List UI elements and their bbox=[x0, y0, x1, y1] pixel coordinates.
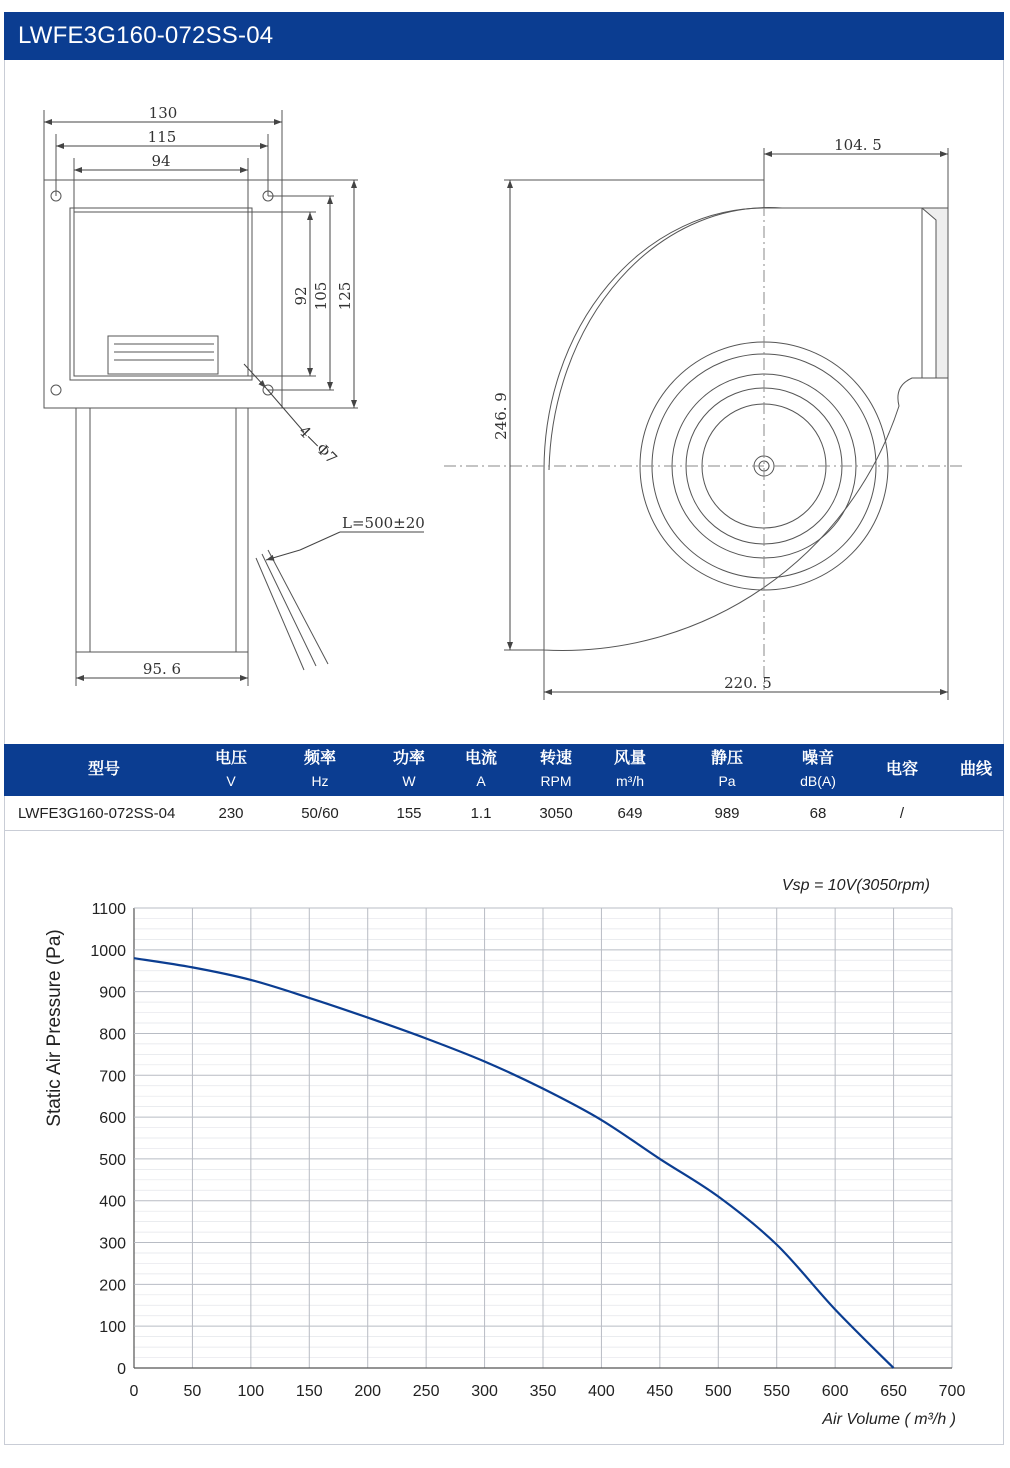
x-tick-label: 350 bbox=[529, 1383, 557, 1400]
cell-power: 155 bbox=[382, 796, 436, 831]
x-tick-label: 700 bbox=[938, 1383, 966, 1400]
spec-table bbox=[4, 744, 1004, 831]
x-tick-label: 100 bbox=[237, 1383, 265, 1400]
product-model-title: LWFE3G160-072SS-04 bbox=[18, 22, 274, 49]
divider bbox=[4, 830, 1004, 831]
dimension-drawing bbox=[4, 60, 1004, 744]
cell-speed: 3050 bbox=[526, 796, 586, 831]
col-header: 转速 RPM bbox=[526, 744, 586, 796]
y-tick-label: 900 bbox=[99, 984, 126, 1002]
dim-92: 92 bbox=[292, 286, 310, 306]
y-tick-label: 1000 bbox=[90, 942, 126, 960]
x-tick-label: 600 bbox=[821, 1383, 849, 1400]
table-row bbox=[4, 796, 1004, 831]
page-title bbox=[4, 12, 1004, 60]
y-tick-label: 500 bbox=[99, 1151, 126, 1169]
dim-246-9: 246. 9 bbox=[492, 392, 510, 440]
table-header-row bbox=[4, 744, 1004, 796]
dim-104-5: 104. 5 bbox=[834, 136, 882, 154]
y-tick-label: 1100 bbox=[91, 901, 126, 918]
x-tick-label: 450 bbox=[646, 1383, 674, 1400]
dim-95-6: 95. 6 bbox=[142, 660, 182, 678]
technical-drawing bbox=[4, 60, 1004, 744]
x-tick-label: 500 bbox=[704, 1383, 732, 1400]
col-header: 频率 Hz bbox=[258, 744, 382, 796]
y-tick-label: 0 bbox=[117, 1361, 126, 1378]
dim-125: 125 bbox=[336, 281, 354, 311]
dim-cable-length: L=500±20 bbox=[342, 514, 425, 532]
x-tick-label: 300 bbox=[471, 1383, 498, 1400]
x-tick-label: 550 bbox=[763, 1383, 791, 1400]
y-tick-label: 300 bbox=[99, 1235, 126, 1253]
y-tick-label: 400 bbox=[99, 1193, 126, 1211]
col-header: 功率 W bbox=[382, 744, 436, 796]
scroll-housing-outline bbox=[544, 208, 948, 650]
pressure-airflow-chart bbox=[4, 842, 1004, 1442]
motor-housing bbox=[108, 336, 218, 374]
cell-airflow: 649 bbox=[586, 796, 674, 831]
col-header: 风量 m³/h bbox=[586, 744, 674, 796]
x-tick-label: 200 bbox=[354, 1383, 382, 1400]
col-header: 曲线 bbox=[948, 744, 1004, 796]
cell-curve bbox=[948, 796, 1004, 831]
y-tick-label: 100 bbox=[99, 1319, 126, 1337]
dim-130: 130 bbox=[148, 104, 178, 122]
dim-220-5: 220. 5 bbox=[724, 674, 772, 692]
y-tick-label: 600 bbox=[99, 1110, 126, 1128]
cell-capacitor: / bbox=[856, 796, 948, 831]
chart-annotation: Vsp = 10V(3050rpm) bbox=[781, 877, 930, 894]
x-axis-label: Air Volume ( m³/h ) bbox=[822, 1411, 956, 1428]
col-header: 电流 A bbox=[436, 744, 526, 796]
col-header: 静压 Pa bbox=[674, 744, 780, 796]
y-axis-label: Static Air Pressure (Pa) bbox=[44, 929, 65, 1127]
scroll-body bbox=[76, 408, 248, 652]
y-tick-label: 800 bbox=[99, 1026, 126, 1044]
x-tick-label: 50 bbox=[183, 1383, 202, 1400]
col-header: 型号 bbox=[4, 744, 204, 796]
cell-current: 1.1 bbox=[436, 796, 526, 831]
cable bbox=[256, 558, 304, 670]
cell-model: LWFE3G160-072SS-04 bbox=[4, 796, 204, 831]
pressure-curve bbox=[134, 958, 894, 1368]
y-tick-label: 700 bbox=[99, 1068, 126, 1086]
cell-voltage: 230 bbox=[204, 796, 258, 831]
dim-105: 105 bbox=[312, 281, 330, 311]
x-tick-label: 400 bbox=[588, 1383, 615, 1400]
cell-noise: 68 bbox=[780, 796, 856, 831]
x-tick-label: 650 bbox=[880, 1383, 907, 1400]
y-tick-label: 200 bbox=[99, 1277, 126, 1295]
spec-table-wrap bbox=[4, 744, 1004, 831]
x-tick-label: 0 bbox=[129, 1383, 139, 1400]
dim-115: 115 bbox=[147, 128, 177, 146]
mount-hole bbox=[51, 385, 61, 395]
x-tick-label: 150 bbox=[295, 1383, 323, 1400]
dim-holes: 4—Φ7 bbox=[295, 422, 341, 468]
cell-frequency: 50/60 bbox=[258, 796, 382, 831]
x-tick-label: 250 bbox=[412, 1383, 440, 1400]
performance-chart bbox=[4, 842, 1004, 1442]
inlet-opening bbox=[70, 208, 252, 380]
col-header: 电压 V bbox=[204, 744, 258, 796]
col-header: 电容 bbox=[856, 744, 948, 796]
col-header: 噪音 dB(A) bbox=[780, 744, 856, 796]
cell-pressure: 989 bbox=[674, 796, 780, 831]
dim-94: 94 bbox=[151, 152, 171, 170]
